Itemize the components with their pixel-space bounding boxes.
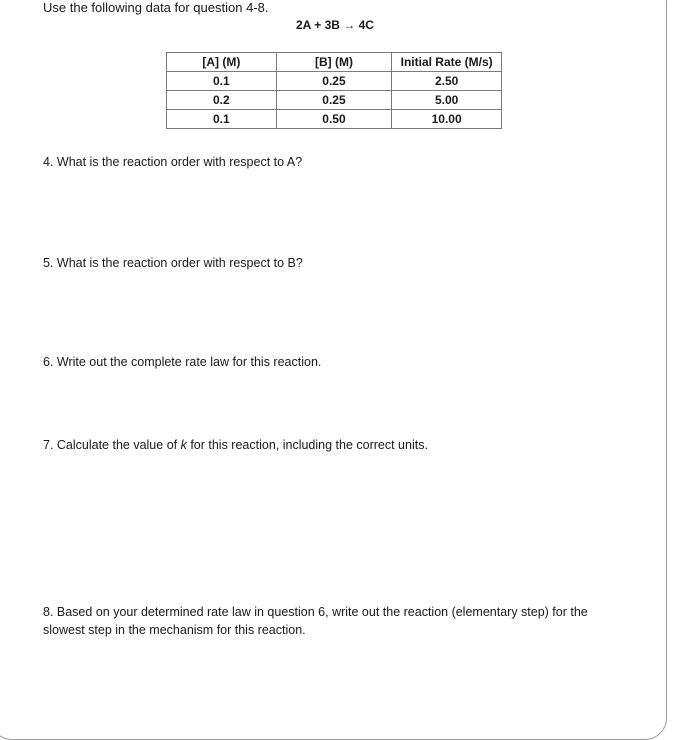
rate-constant-symbol: k [180, 438, 187, 452]
header-b-concentration: [B] (M) [276, 53, 392, 72]
rate-data-table [166, 52, 502, 129]
cell-a: 0.1 [167, 110, 277, 129]
cell-a: 0.2 [167, 91, 277, 110]
header-a-concentration: [A] (M) [167, 53, 277, 72]
question-7-text-start: 7. Calculate the value of [43, 438, 181, 452]
question-7 [43, 436, 428, 454]
reaction-equation: 2A + 3B → 4C [296, 18, 374, 32]
question-5: 5. What is the reaction order with respect to B? [43, 256, 303, 270]
question-8: 8. Based on your determined rate law in question 6, write out the reaction (elementary step) for the slowest step in the mechanism for this reaction. [43, 605, 588, 637]
cell-rate: 5.00 [392, 91, 502, 110]
question-4: 4. What is the reaction order with respect to A? [43, 155, 303, 169]
question-6: 6. Write out the complete rate law for this reaction. [43, 355, 322, 369]
table-header-row [167, 53, 502, 72]
cell-rate: 10.00 [392, 110, 502, 129]
table-row [167, 91, 502, 110]
question-7-text-end: for this reaction, including the correct units. [186, 438, 428, 452]
header-initial-rate: Initial Rate (M/s) [392, 53, 502, 72]
cell-b: 0.25 [276, 91, 392, 110]
cell-b: 0.50 [276, 110, 392, 129]
cell-b: 0.25 [276, 72, 392, 91]
table-row [167, 72, 502, 91]
table-row [167, 110, 502, 129]
cell-a: 0.1 [167, 72, 277, 91]
intro-text: Use the following data for question 4-8. [43, 0, 269, 15]
cell-rate: 2.50 [392, 72, 502, 91]
